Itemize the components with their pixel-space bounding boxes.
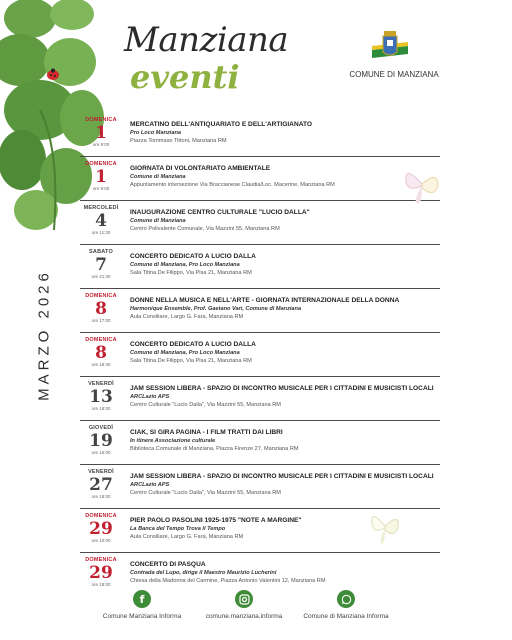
butterfly-icon (402, 162, 442, 206)
butterfly-icon (368, 506, 402, 546)
event-organizer: Harmonique Ensemble, Prof. Gaetano Vari, Comune di Manziana (130, 306, 302, 312)
event-title: DONNE NELLA MUSICA E NELL'ARTE - GIORNATA INTERNAZIONALE DELLA DONNA (130, 297, 400, 304)
event-date (80, 117, 122, 148)
event-location: Centro Culturale "Lucio Dalla", Via Mazzini 55, Manziana RM (130, 402, 281, 408)
event-info (130, 208, 442, 233)
event-location: Appuntamento intersezione Via Braccianese Claudia/Loc. Macerine, Manziana RM (130, 182, 335, 188)
event-location: Chiesa della Madonna del Carmine, Piazza Antonio Valentini 12, Manziana RM (130, 578, 326, 584)
event-time: ore 18:00 (91, 406, 111, 411)
instagram-icon (235, 590, 253, 608)
event-info (130, 472, 442, 497)
event-time: ore 18:00 (91, 582, 111, 587)
event-organizer: Comune di Manziana, Pro Loco Manziana (130, 262, 240, 268)
event-day: 4 (95, 211, 107, 231)
event-weekday: DOMENICA (85, 293, 117, 299)
event-day: 29 (89, 519, 113, 539)
event-location: Sala Titina De Filippo, Via Pisa 21, Manziana RM (130, 270, 252, 276)
event-weekday: DOMENICA (85, 557, 117, 563)
event-date (80, 469, 122, 500)
event-date (80, 249, 122, 280)
event-day: 29 (89, 563, 113, 583)
event-info (130, 340, 442, 365)
event-location: Piazza Tommaso Tittoni, Manziana RM (130, 138, 227, 144)
event-title: INAUGURAZIONE CENTRO CULTURALE "LUCIO DALLA" (130, 209, 310, 216)
event-day: 1 (95, 123, 107, 143)
event-time: ore 16:00 (91, 450, 111, 455)
event-time: ore 18:00 (91, 494, 111, 499)
event-location: Biblioteca Comunale di Manziana, Piazza Firenze 27, Manziana RM (130, 446, 299, 452)
event-time: ore 11:30 (91, 230, 111, 235)
month-label: MARZO 2026 (35, 269, 53, 401)
event-day: 8 (95, 299, 107, 319)
facebook-icon: f (133, 590, 151, 608)
event-day: 27 (89, 475, 113, 495)
event-row (80, 333, 440, 377)
event-weekday: DOMENICA (85, 513, 117, 519)
event-row (80, 113, 440, 157)
event-weekday: GIOVEDÌ (88, 425, 114, 431)
event-organizer: La Banca del Tempo Trova il Tempo (130, 526, 226, 532)
event-title: JAM SESSION LIBERA - SPAZIO DI INCONTRO MUSICALE PER I CITTADINI E MUSICISTI LOCALI (130, 385, 434, 392)
event-info (130, 384, 442, 409)
event-row (80, 377, 440, 421)
comune-label: COMUNE DI MANZIANA (349, 70, 439, 79)
event-time: ore 10:00 (91, 538, 111, 543)
event-day: 13 (89, 387, 113, 407)
event-info (130, 560, 442, 585)
whatsapp-link[interactable] (296, 590, 396, 620)
event-info (130, 296, 442, 321)
event-location: Centro Culturale "Lucio Dalla", Via Mazzini 55, Manziana RM (130, 490, 281, 496)
event-location: Centro Polivalente Comunale, Via Mazzini 55, Manziana RM (130, 226, 280, 232)
event-time: ore 9:00 (92, 142, 110, 147)
facebook-label: Comune Manziana Informa (102, 613, 182, 620)
event-row (80, 465, 440, 509)
event-row (80, 421, 440, 465)
event-info (130, 164, 442, 189)
facebook-link[interactable] (92, 590, 192, 620)
event-weekday: MERCOLEDÌ (83, 205, 119, 211)
event-location: Aula Consiliare, Largo G. Fara, Manziana RM (130, 314, 244, 320)
event-date (80, 205, 122, 236)
event-weekday: VENERDÌ (88, 381, 114, 387)
event-day: 1 (95, 167, 107, 187)
event-row (80, 201, 440, 245)
event-title: PIER PAOLO PASOLINI 1925-1975 "NOTE A MARGINE" (130, 517, 302, 524)
event-date (80, 425, 122, 456)
event-date (80, 513, 122, 544)
event-row (80, 157, 440, 201)
event-organizer: Pro Loco Manziana (130, 130, 181, 136)
event-title: MERCATINO DELL'ANTIQUARIATO E DELL'ARTIGIANATO (130, 121, 313, 128)
event-weekday: DOMENICA (85, 337, 117, 343)
event-organizer: Comune di Manziana, Pro Loco Manziana (130, 350, 240, 356)
event-title: CONCERTO DEDICATO A LUCIO DALLA (130, 341, 256, 348)
event-title: GIORNATA DI VOLONTARIATO AMBIENTALE (130, 165, 271, 172)
event-row (80, 289, 440, 333)
title-eventi: eventi (130, 58, 240, 96)
event-date (80, 381, 122, 412)
event-day: 19 (89, 431, 113, 451)
event-organizer: In itinere Associazione culturale (130, 438, 216, 444)
event-date (80, 337, 122, 368)
event-location: Aula Consiliare, Largo G. Fara, Manziana RM (130, 534, 244, 540)
event-date (80, 293, 122, 324)
whatsapp-label: Comune di Manziana Informa (303, 613, 389, 620)
instagram-label: comune.manziana.informa (205, 613, 283, 620)
whatsapp-icon (337, 590, 355, 608)
event-organizer: Comune di Manziana (130, 174, 186, 180)
event-weekday: DOMENICA (85, 117, 117, 123)
event-info (130, 120, 442, 145)
event-row (80, 245, 440, 289)
event-time: ore 17:00 (91, 318, 111, 323)
event-info (130, 428, 442, 453)
event-date (80, 557, 122, 588)
event-time: ore 18:30 (91, 362, 111, 367)
event-organizer: Comune di Manziana (130, 218, 186, 224)
event-weekday: SABATO (89, 249, 113, 255)
event-location: Sala Titina De Filippo, Via Pisa 21, Manziana RM (130, 358, 252, 364)
event-title: JAM SESSION LIBERA - SPAZIO DI INCONTRO MUSICALE PER I CITTADINI E MUSICISTI LOCALI (130, 473, 434, 480)
event-time: ore 21:30 (91, 274, 111, 279)
event-day: 8 (95, 343, 107, 363)
event-organizer: Contrada del Lupo, dirige il Maestro Maurizio Lucherini (130, 570, 277, 576)
event-date (80, 161, 122, 192)
event-weekday: VENERDÌ (88, 469, 114, 475)
event-title: CIAK, SI GIRA PAGINA - I FILM TRATTI DAI LIBRI (130, 429, 283, 436)
ladybug-icon (46, 68, 60, 80)
event-organizer: ARCLazio APS (130, 482, 170, 488)
event-title: CONCERTO DEDICATO A LUCIO DALLA (130, 253, 256, 260)
event-organizer: ARCLazio APS (130, 394, 170, 400)
event-time: ore 9:00 (92, 186, 110, 191)
event-day: 7 (95, 255, 107, 275)
crest-icon (370, 26, 410, 66)
event-weekday: DOMENICA (85, 161, 117, 167)
instagram-link[interactable] (192, 590, 296, 620)
title-manziana: Manziana (124, 20, 289, 60)
event-info (130, 252, 442, 277)
event-title: CONCERTO DI PASQUA (130, 561, 206, 568)
